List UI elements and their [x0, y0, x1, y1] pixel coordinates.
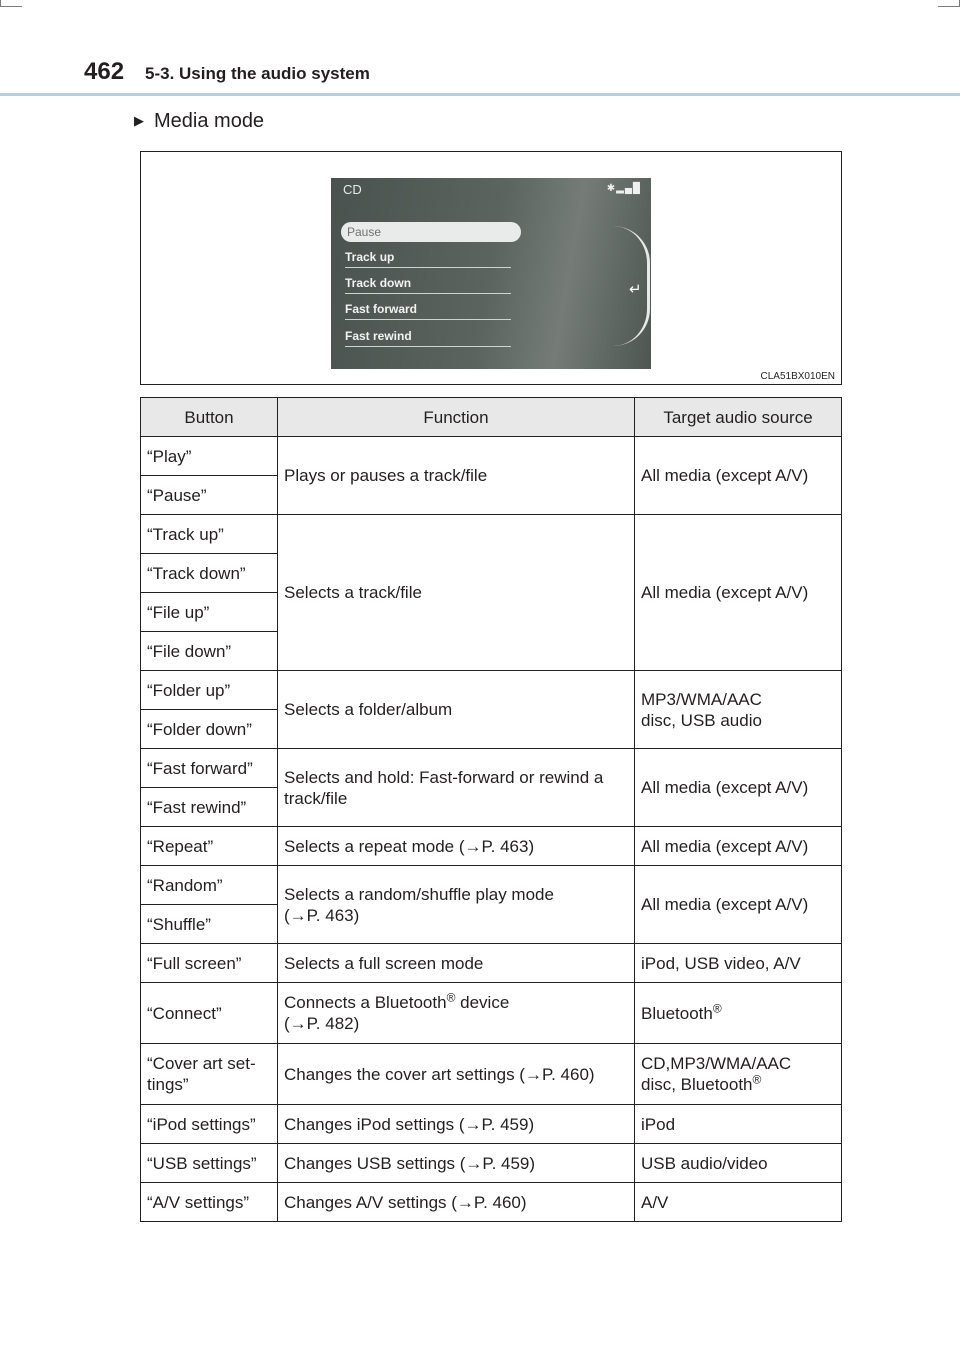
target-cell: iPod, USB video, A/V	[635, 944, 842, 983]
button-cell: “Play”	[141, 437, 278, 476]
table-row	[141, 1044, 842, 1105]
target-cell: A/V	[635, 1183, 842, 1222]
table-row	[141, 1183, 842, 1222]
page-header	[0, 0, 960, 100]
display-screen	[331, 178, 651, 369]
function-cell	[278, 866, 635, 944]
function-cell: Selects a folder/album	[278, 671, 635, 749]
table-row	[141, 437, 842, 476]
target-cell: USB audio/video	[635, 1144, 842, 1183]
header-rule	[0, 93, 960, 96]
function-line: (→P. 463)	[284, 905, 360, 925]
button-cell: “File up”	[141, 593, 278, 632]
column-header: Function	[278, 398, 635, 437]
button-cell: “File down”	[141, 632, 278, 671]
function-cell: Plays or pauses a track/file	[278, 437, 635, 515]
page-number: 462	[84, 58, 125, 85]
function-cell: Selects a track/file	[278, 515, 635, 671]
button-cell: “Shuffle”	[141, 905, 278, 944]
column-header: Button	[141, 398, 278, 437]
function-line: Selects and hold: Fast-forward or rewind a	[284, 767, 604, 787]
function-text: Connects a Bluetooth	[284, 993, 447, 1012]
function-cell: Selects a full screen mode	[278, 944, 635, 983]
function-cell: Changes the cover art settings (→P. 460)	[278, 1044, 635, 1105]
table-row	[141, 1105, 842, 1144]
function-line: track/file	[284, 788, 348, 808]
button-cell: “Connect”	[141, 983, 278, 1044]
button-cell: “Random”	[141, 866, 278, 905]
target-cell: All media (except A/V)	[635, 866, 842, 944]
target-text: disc, Bluetooth	[641, 1075, 753, 1094]
menu-item-fast-rewind: Fast rewind	[345, 329, 511, 347]
target-cell: All media (except A/V)	[635, 437, 842, 515]
target-line	[641, 1074, 835, 1095]
target-cell	[635, 983, 842, 1044]
target-cell: All media (except A/V)	[635, 827, 842, 866]
button-cell: “iPod settings”	[141, 1105, 278, 1144]
target-text: Bluetooth	[641, 1003, 713, 1023]
menu-item-pause: Pause	[341, 222, 521, 242]
section-title: 5-3. Using the audio system	[145, 64, 370, 83]
registered-mark: ®	[712, 1000, 722, 1015]
menu-item-track-up: Track up	[345, 250, 511, 268]
button-cell: “Folder down”	[141, 710, 278, 749]
function-cell	[278, 749, 635, 827]
table-row	[141, 866, 842, 905]
button-cell: “A/V settings”	[141, 1183, 278, 1222]
column-header: Target audio source	[635, 398, 842, 437]
target-cell: iPod	[635, 1105, 842, 1144]
table-row	[141, 983, 842, 1044]
subheading	[134, 110, 264, 133]
button-cell: “Fast forward”	[141, 749, 278, 788]
function-cell: Changes A/V settings (→P. 460)	[278, 1183, 635, 1222]
function-line: (→P. 482)	[284, 1014, 360, 1033]
registered-mark: ®	[752, 1072, 762, 1087]
menu-item-track-down: Track down	[345, 276, 511, 294]
target-cell	[635, 1044, 842, 1105]
table-row	[141, 749, 842, 788]
button-cell: “Track up”	[141, 515, 278, 554]
target-cell: All media (except A/V)	[635, 749, 842, 827]
button-cell: “Pause”	[141, 476, 278, 515]
button-cell: “Fast rewind”	[141, 788, 278, 827]
button-cell: “Track down”	[141, 554, 278, 593]
function-cell	[278, 983, 635, 1044]
function-text: device	[455, 993, 510, 1012]
function-cell: Selects a repeat mode (→P. 463)	[278, 827, 635, 866]
status-icons: ✱▂▄█	[606, 183, 641, 194]
target-line: disc, USB audio	[641, 710, 762, 730]
table-row	[141, 1144, 842, 1183]
function-line	[284, 992, 628, 1013]
button-cell: “Repeat”	[141, 827, 278, 866]
table-row	[141, 515, 842, 554]
table-row	[141, 944, 842, 983]
subheading-text: Media mode	[154, 110, 265, 132]
button-cell: “Folder up”	[141, 671, 278, 710]
screen-title: CD	[343, 182, 362, 197]
figure-code: CLA51BX010EN	[760, 371, 835, 382]
back-icon: ↵	[629, 281, 642, 298]
table-header-row	[141, 398, 842, 437]
target-line: CD,MP3/WMA/AAC	[641, 1054, 792, 1073]
registered-mark: ®	[446, 990, 456, 1005]
figure-screen-illustration	[140, 151, 842, 385]
button-cell: “Full screen”	[141, 944, 278, 983]
function-cell: Changes iPod settings (→P. 459)	[278, 1105, 635, 1144]
table-row	[141, 671, 842, 710]
button-line: “Cover art set-	[147, 1054, 256, 1073]
button-cell: “USB settings”	[141, 1144, 278, 1183]
function-cell: Changes USB settings (→P. 459)	[278, 1144, 635, 1183]
function-line: Selects a random/shuffle play mode	[284, 884, 554, 904]
table-row	[141, 827, 842, 866]
button-line: tings”	[147, 1075, 189, 1094]
button-cell	[141, 1044, 278, 1105]
triangle-bullet-icon: ▶	[134, 113, 144, 128]
media-mode-table	[140, 397, 842, 1222]
menu-item-fast-forward: Fast forward	[345, 302, 511, 320]
target-cell	[635, 671, 842, 749]
target-line: MP3/WMA/AAC	[641, 689, 762, 709]
target-cell: All media (except A/V)	[635, 515, 842, 671]
